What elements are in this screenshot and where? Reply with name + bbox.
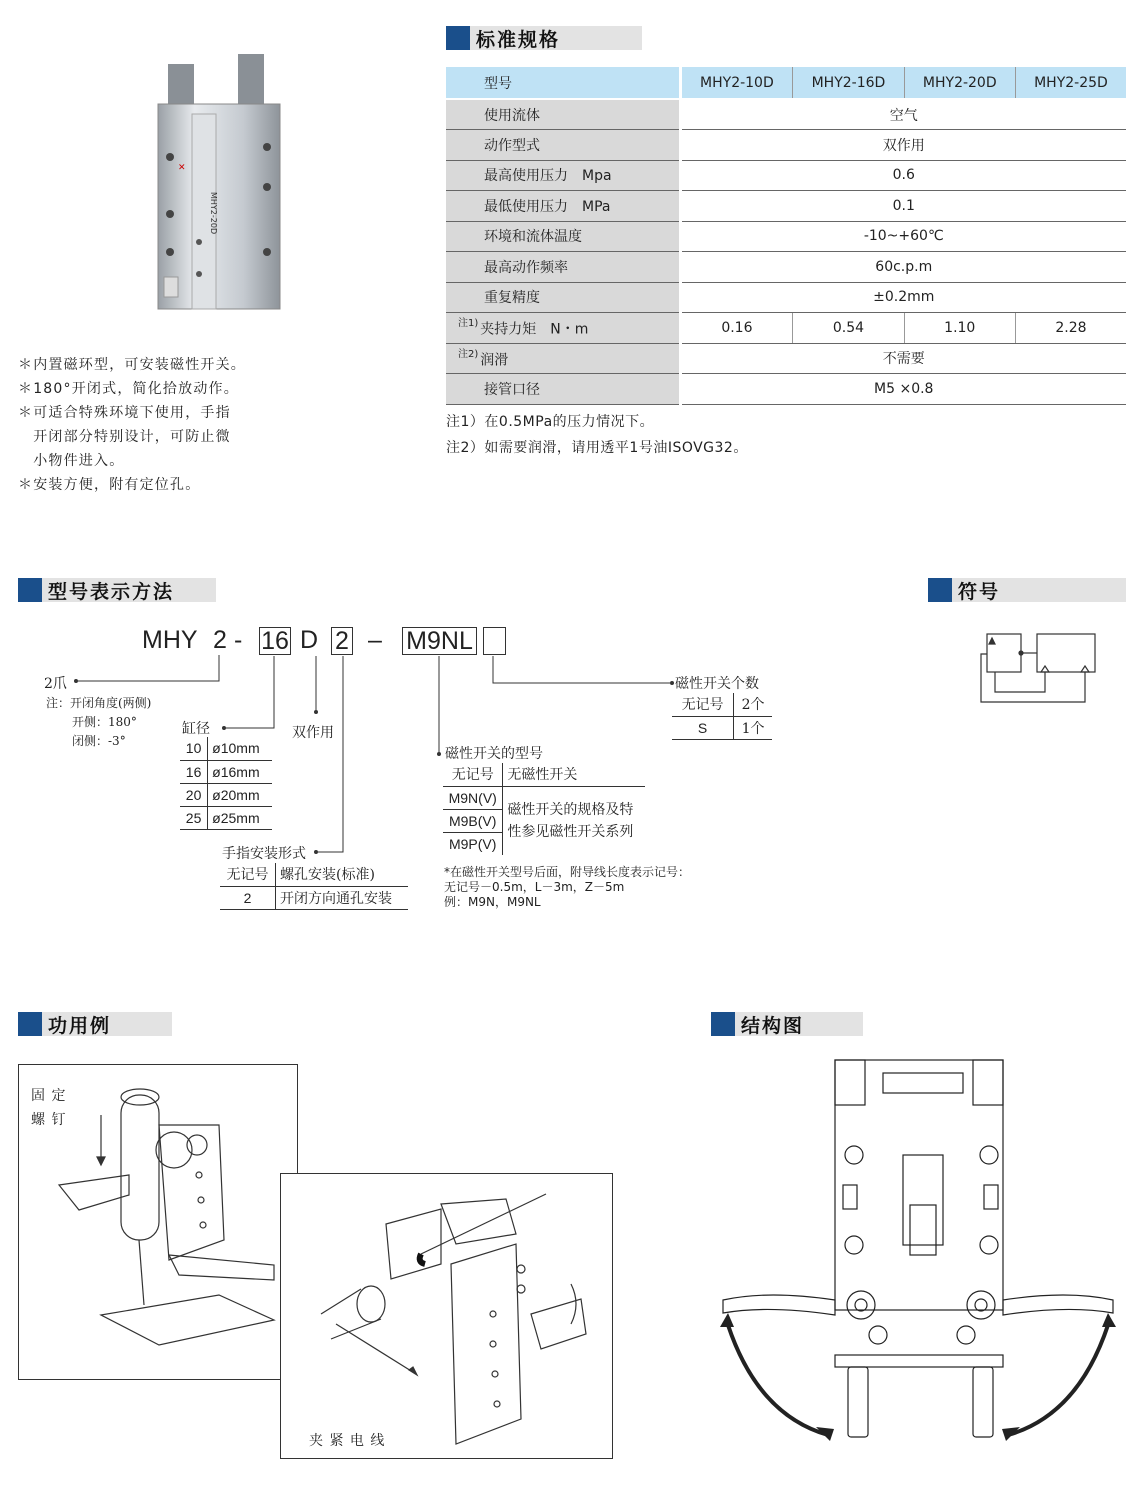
- switch-merged-cell: [503, 786, 645, 855]
- code-bore-box: 16: [259, 627, 291, 655]
- code-dash: -: [234, 626, 243, 654]
- bore-value: ø10mm: [208, 737, 272, 760]
- feature-line: ＊安装方便，附有定位孔。: [18, 477, 201, 493]
- spec-value: M5 ×0.8: [680, 374, 1126, 405]
- spec-header-label: 型号: [446, 67, 680, 99]
- switch-code: M9N(V): [443, 786, 503, 809]
- mount-table: [220, 863, 408, 910]
- spec-note-mark: 注2): [458, 348, 479, 360]
- count-code: 无记号: [672, 693, 734, 716]
- spec-value: 空气: [680, 99, 1126, 130]
- spec-label-text: 润滑: [480, 352, 509, 369]
- torque-16d: 0.54: [793, 313, 904, 344]
- fix-label: 固 定: [31, 1088, 67, 1104]
- bore-title: 缸径: [182, 721, 210, 737]
- mount-value: 螺孔安装(标准): [276, 863, 408, 886]
- symbol-section-title: 符号: [952, 578, 1126, 602]
- spec-value: 0.1: [680, 191, 1126, 222]
- mount-value: 开闭方向通孔安装: [276, 886, 408, 909]
- model-16d: MHY2-16D: [793, 67, 904, 99]
- spec-label: 使用流体: [446, 99, 680, 130]
- torque-25d: 2.28: [1015, 313, 1126, 344]
- switch-value: 无磁性开关: [503, 763, 645, 786]
- bore-value: ø16mm: [208, 760, 272, 783]
- bore-code: 16: [180, 760, 208, 783]
- code-switch-box: M9NL: [402, 627, 477, 655]
- bore-code: 20: [180, 783, 208, 806]
- spec-value: -10~+60℃: [680, 221, 1126, 252]
- model-20d: MHY2-20D: [904, 67, 1015, 99]
- bore-value: ø20mm: [208, 783, 272, 806]
- switch-table: [443, 763, 645, 855]
- switch-merged-line: 性参见磁性开关系列: [507, 823, 634, 840]
- spec-label: 最高动作频率: [446, 252, 680, 283]
- spec-label-text: 夹持力矩 N・m: [480, 322, 589, 339]
- mount-row: [220, 863, 408, 886]
- photo-model-text: MHY2-20D: [209, 192, 218, 235]
- switch-code: M9P(V): [443, 832, 503, 855]
- model-section-title: 型号表示方法: [42, 578, 216, 602]
- spec-value: 60c.p.m: [680, 252, 1126, 283]
- usage-example-2: [280, 1173, 613, 1459]
- bore-row: [180, 760, 272, 783]
- spec-value: 0.6: [680, 160, 1126, 191]
- count-table: [672, 693, 772, 740]
- switch-code: 无记号: [443, 763, 503, 786]
- feature-line: 开闭部分特别设计，可防止微: [18, 429, 231, 445]
- spec-label: 动作型式: [446, 130, 680, 161]
- spec-label: 接管口径: [446, 374, 680, 405]
- count-value: 2个: [734, 693, 772, 716]
- pneumatic-symbol: [975, 622, 1105, 712]
- spec-note-2: 注2）如需要润滑，请用透平1号油ISOVG32。: [446, 440, 748, 456]
- bore-code: 10: [180, 737, 208, 760]
- spec-section-title: 标准规格: [470, 26, 642, 50]
- fix-label: 螺 钉: [31, 1112, 67, 1128]
- usage-section-title: 功用例: [42, 1012, 172, 1036]
- bore-value: ø25mm: [208, 806, 272, 829]
- count-title: 磁性开关个数: [675, 676, 759, 692]
- structure-drawing: [718, 1055, 1118, 1455]
- switch-row: [443, 786, 645, 809]
- mount-code: 无记号: [220, 863, 276, 886]
- count-row: [672, 716, 772, 739]
- clamp-label: 夹 紧 电 线: [309, 1433, 386, 1449]
- feature-line: 小物件进入。: [18, 453, 125, 469]
- spec-note-1: 注1）在0.5MPa的压力情况下。: [446, 414, 655, 430]
- section-marker-icon: [711, 1012, 735, 1036]
- torque-20d: 1.10: [904, 313, 1015, 344]
- fixing-screw-drawing: [19, 1065, 299, 1381]
- model-25d: MHY2-25D: [1015, 67, 1126, 99]
- claw-note: 开侧：180°: [72, 715, 137, 729]
- bore-table: [180, 737, 272, 830]
- clamp-wire-drawing: [281, 1174, 614, 1460]
- count-row: [672, 693, 772, 716]
- code-mount-box: 2: [331, 627, 353, 655]
- switch-code: M9B(V): [443, 809, 503, 832]
- mount-title: 手指安装形式: [222, 846, 306, 862]
- feature-line: ＊180°开闭式，简化拾放动作。: [18, 381, 239, 397]
- count-value: 1个: [734, 716, 772, 739]
- usage-example-1: [18, 1064, 298, 1380]
- code-action: D: [300, 626, 319, 654]
- structure-section-title: 结构图: [735, 1012, 863, 1036]
- svg-text:✕: ✕: [178, 163, 186, 173]
- usage-section-header: [18, 1012, 172, 1036]
- structure-section-header: [711, 1012, 863, 1036]
- bore-row: [180, 806, 272, 829]
- mount-row: [220, 886, 408, 909]
- claw-label: 2爪: [44, 676, 67, 692]
- bore-code: 25: [180, 806, 208, 829]
- spec-value: ±0.2mm: [680, 282, 1126, 313]
- switch-title: 磁性开关的型号: [445, 746, 543, 762]
- feature-line: ＊内置磁环型，可安装磁性开关。: [18, 357, 246, 373]
- code-claws: 2: [213, 626, 227, 654]
- feature-line: ＊可适合特殊环境下使用，手指: [18, 405, 231, 421]
- torque-10d: 0.16: [680, 313, 793, 344]
- claw-note: 闭侧：-3°: [72, 734, 126, 748]
- switch-merged-line: 磁性开关的规格及特: [507, 801, 634, 818]
- spec-note-mark: 注1): [458, 318, 479, 330]
- code-prefix: MHY: [142, 626, 198, 654]
- bore-row: [180, 737, 272, 760]
- spec-value: 不需要: [680, 343, 1126, 374]
- section-marker-icon: [18, 1012, 42, 1036]
- bore-row: [180, 783, 272, 806]
- claw-note: 注：开闭角度(两侧): [46, 696, 152, 710]
- action-label: 双作用: [292, 725, 334, 741]
- count-code: S: [672, 716, 734, 739]
- spec-label: 最高使用压力 Mpa: [446, 160, 680, 191]
- switch-note: *在磁性开关型号后面，附导线长度表示记号：: [444, 865, 691, 879]
- switch-note: 无记号－0.5m，L－3m，Z－5m: [444, 880, 625, 894]
- spec-label: 重复精度: [446, 282, 680, 313]
- spec-label: 最低使用压力 MPa: [446, 191, 680, 222]
- mount-code: 2: [220, 886, 276, 909]
- spec-value: 双作用: [680, 130, 1126, 161]
- model-10d: MHY2-10D: [680, 67, 793, 99]
- switch-note: 例：M9N，M9NL: [444, 895, 541, 909]
- code-dash: –: [368, 626, 382, 654]
- spec-label: 环境和流体温度: [446, 221, 680, 252]
- switch-row: [443, 763, 645, 786]
